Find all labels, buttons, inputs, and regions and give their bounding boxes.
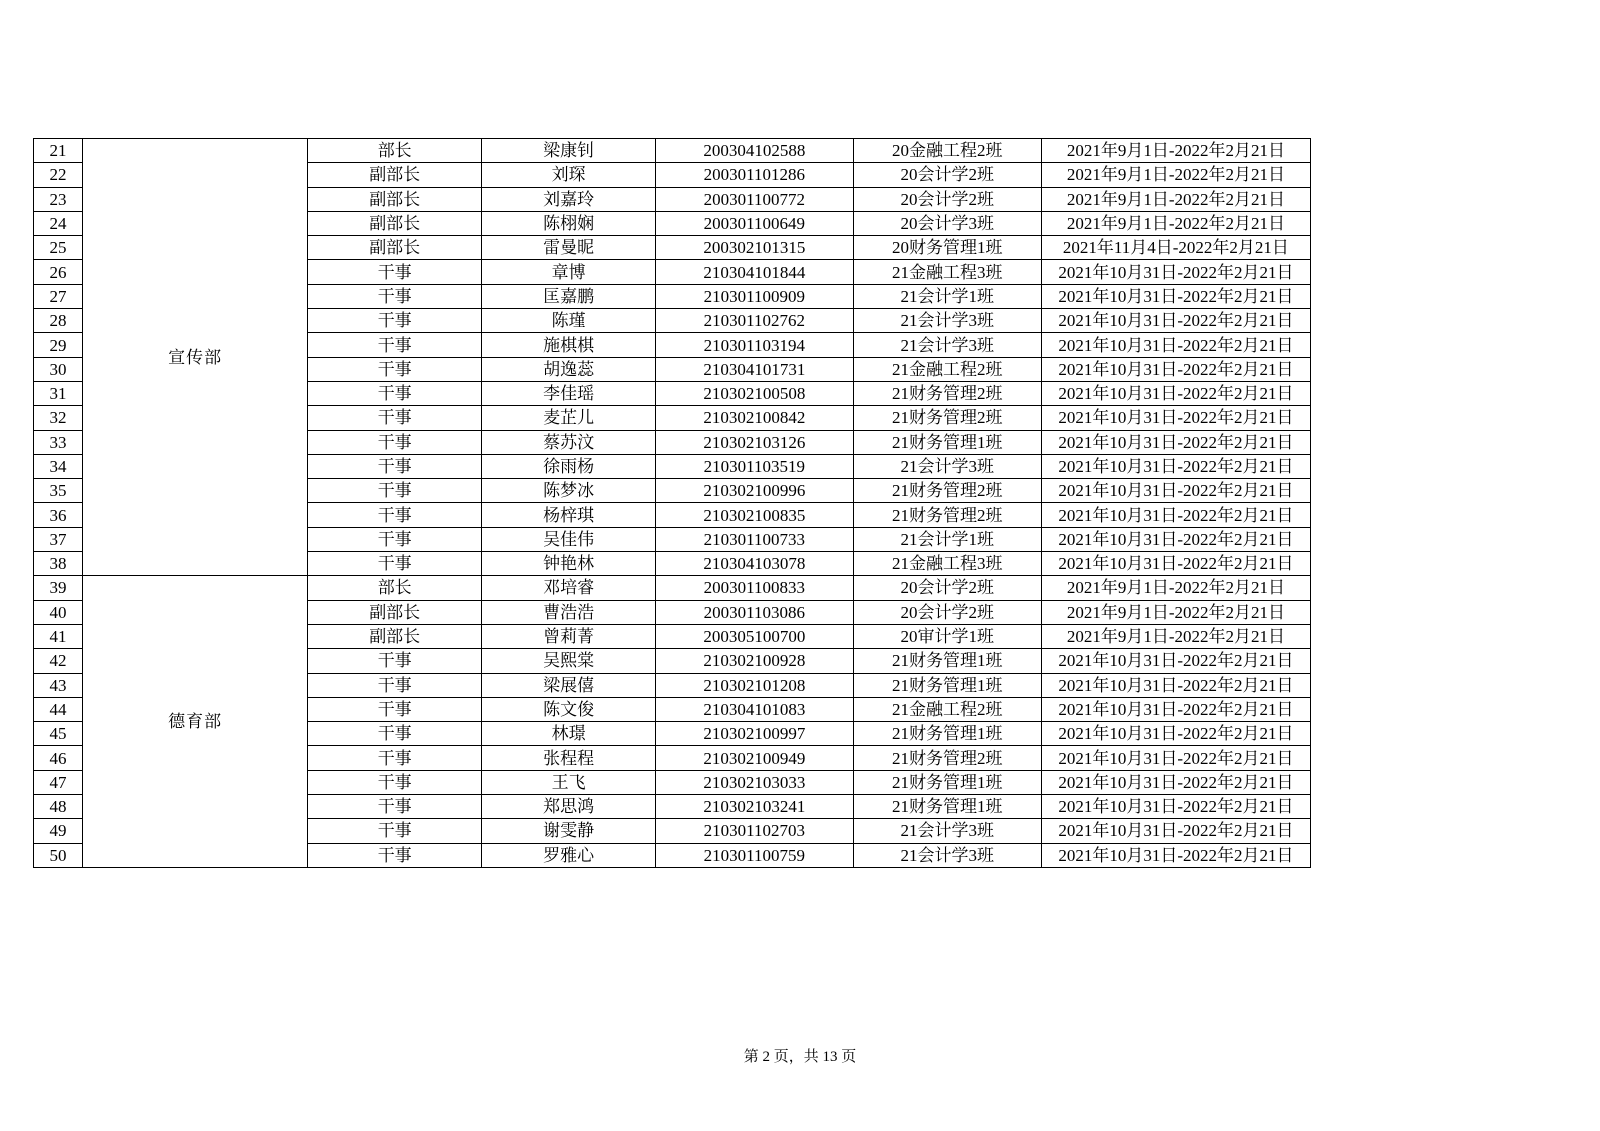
position-cell: 干事 [308,381,482,405]
class-cell: 21会计学3班 [853,333,1041,357]
class-cell: 21会计学3班 [853,454,1041,478]
student-id-cell: 200305100700 [656,624,853,648]
position-cell: 副部长 [308,163,482,187]
member-name-cell: 麦芷儿 [482,406,656,430]
class-cell: 21金融工程2班 [853,357,1041,381]
term-period-cell: 2021年10月31日-2022年2月21日 [1041,357,1310,381]
term-period-cell: 2021年9月1日-2022年2月21日 [1041,576,1310,600]
member-name-cell: 陈瑾 [482,309,656,333]
position-cell: 干事 [308,795,482,819]
position-cell: 干事 [308,406,482,430]
student-id-cell: 210302100996 [656,479,853,503]
member-name-cell: 曾莉菁 [482,624,656,648]
row-number: 39 [34,576,83,600]
term-period-cell: 2021年10月31日-2022年2月21日 [1041,697,1310,721]
member-name-cell: 林璟 [482,722,656,746]
member-name-cell: 邓培睿 [482,576,656,600]
class-cell: 21会计学1班 [853,284,1041,308]
position-cell: 干事 [308,479,482,503]
position-cell: 干事 [308,527,482,551]
class-cell: 21财务管理1班 [853,770,1041,794]
student-id-cell: 210302101208 [656,673,853,697]
term-period-cell: 2021年9月1日-2022年2月21日 [1041,163,1310,187]
student-id-cell: 210301103519 [656,454,853,478]
term-period-cell: 2021年10月31日-2022年2月21日 [1041,843,1310,867]
term-period-cell: 2021年10月31日-2022年2月21日 [1041,527,1310,551]
term-period-cell: 2021年10月31日-2022年2月21日 [1041,795,1310,819]
term-period-cell: 2021年10月31日-2022年2月21日 [1041,819,1310,843]
student-id-cell: 210304101083 [656,697,853,721]
class-cell: 21财务管理1班 [853,673,1041,697]
row-number: 42 [34,649,83,673]
class-cell: 20会计学2班 [853,600,1041,624]
row-number: 32 [34,406,83,430]
position-cell: 干事 [308,430,482,454]
term-period-cell: 2021年10月31日-2022年2月21日 [1041,722,1310,746]
position-cell: 部长 [308,139,482,163]
position-cell: 干事 [308,357,482,381]
position-cell: 副部长 [308,236,482,260]
member-name-cell: 吴佳伟 [482,527,656,551]
term-period-cell: 2021年10月31日-2022年2月21日 [1041,260,1310,284]
term-period-cell: 2021年10月31日-2022年2月21日 [1041,381,1310,405]
page-footer: 第 2 页，共 13 页 [743,1049,857,1065]
student-id-cell: 210302100949 [656,746,853,770]
term-period-cell: 2021年10月31日-2022年2月21日 [1041,454,1310,478]
member-name-cell: 陈栩娴 [482,211,656,235]
term-period-cell: 2021年9月1日-2022年2月21日 [1041,600,1310,624]
term-period-cell: 2021年9月1日-2022年2月21日 [1041,211,1310,235]
member-name-cell: 曹浩浩 [482,600,656,624]
row-number: 47 [34,770,83,794]
class-cell: 21财务管理2班 [853,503,1041,527]
member-name-cell: 钟艳林 [482,552,656,576]
member-name-cell: 张程程 [482,746,656,770]
class-cell: 20会计学2班 [853,163,1041,187]
class-cell: 21会计学3班 [853,819,1041,843]
class-cell: 21财务管理1班 [853,722,1041,746]
student-id-cell: 210302100997 [656,722,853,746]
class-cell: 21财务管理2班 [853,381,1041,405]
member-name-cell: 匡嘉鹏 [482,284,656,308]
student-id-cell: 210304101844 [656,260,853,284]
row-number: 48 [34,795,83,819]
roster-body [34,139,1311,868]
member-name-cell: 郑思鸿 [482,795,656,819]
row-number: 27 [34,284,83,308]
row-number: 33 [34,430,83,454]
position-cell: 干事 [308,819,482,843]
member-name-cell: 王飞 [482,770,656,794]
member-name-cell: 谢雯静 [482,819,656,843]
position-cell: 干事 [308,503,482,527]
row-number: 34 [34,454,83,478]
position-cell: 副部长 [308,600,482,624]
term-period-cell: 2021年10月31日-2022年2月21日 [1041,770,1310,794]
student-id-cell: 200304102588 [656,139,853,163]
position-cell: 干事 [308,649,482,673]
student-id-cell: 210302103241 [656,795,853,819]
row-number: 26 [34,260,83,284]
row-number: 35 [34,479,83,503]
student-id-cell: 210301100759 [656,843,853,867]
position-cell: 部长 [308,576,482,600]
term-period-cell: 2021年10月31日-2022年2月21日 [1041,284,1310,308]
department-cell: 宣传部 [83,139,308,576]
class-cell: 21会计学1班 [853,527,1041,551]
student-id-cell: 210301102762 [656,309,853,333]
row-number: 46 [34,746,83,770]
class-cell: 21金融工程3班 [853,260,1041,284]
row-number: 28 [34,309,83,333]
row-number: 50 [34,843,83,867]
class-cell: 21财务管理2班 [853,746,1041,770]
member-name-cell: 施棋棋 [482,333,656,357]
student-id-cell: 210302103126 [656,430,853,454]
position-cell: 干事 [308,333,482,357]
row-number: 24 [34,211,83,235]
member-name-cell: 章博 [482,260,656,284]
member-name-cell: 罗雅心 [482,843,656,867]
row-number: 29 [34,333,83,357]
student-id-cell: 200302101315 [656,236,853,260]
position-cell: 副部长 [308,624,482,648]
table-row [34,576,1311,600]
row-number: 25 [34,236,83,260]
class-cell: 21金融工程2班 [853,697,1041,721]
position-cell: 干事 [308,309,482,333]
student-id-cell: 210301100733 [656,527,853,551]
class-cell: 21财务管理2班 [853,406,1041,430]
position-cell: 干事 [308,843,482,867]
class-cell: 21会计学3班 [853,843,1041,867]
member-name-cell: 陈梦冰 [482,479,656,503]
student-id-cell: 210302100842 [656,406,853,430]
student-id-cell: 200301103086 [656,600,853,624]
term-period-cell: 2021年11月4日-2022年2月21日 [1041,236,1310,260]
member-name-cell: 徐雨杨 [482,454,656,478]
row-number: 22 [34,163,83,187]
member-roster-table [33,138,1311,868]
row-number: 44 [34,697,83,721]
position-cell: 干事 [308,746,482,770]
student-id-cell: 200301100772 [656,187,853,211]
position-cell: 干事 [308,284,482,308]
member-name-cell: 雷曼昵 [482,236,656,260]
member-name-cell: 胡逸蕊 [482,357,656,381]
row-number: 43 [34,673,83,697]
term-period-cell: 2021年10月31日-2022年2月21日 [1041,746,1310,770]
term-period-cell: 2021年10月31日-2022年2月21日 [1041,430,1310,454]
position-cell: 干事 [308,722,482,746]
class-cell: 21金融工程3班 [853,552,1041,576]
row-number: 41 [34,624,83,648]
term-period-cell: 2021年10月31日-2022年2月21日 [1041,673,1310,697]
position-cell: 副部长 [308,211,482,235]
row-number: 21 [34,139,83,163]
position-cell: 干事 [308,454,482,478]
class-cell: 20审计学1班 [853,624,1041,648]
term-period-cell: 2021年10月31日-2022年2月21日 [1041,503,1310,527]
row-number: 38 [34,552,83,576]
student-id-cell: 210304101731 [656,357,853,381]
student-id-cell: 210304103078 [656,552,853,576]
term-period-cell: 2021年10月31日-2022年2月21日 [1041,479,1310,503]
term-period-cell: 2021年10月31日-2022年2月21日 [1041,406,1310,430]
member-name-cell: 蔡苏汶 [482,430,656,454]
position-cell: 干事 [308,697,482,721]
term-period-cell: 2021年10月31日-2022年2月21日 [1041,309,1310,333]
member-name-cell: 陈文俊 [482,697,656,721]
class-cell: 20会计学3班 [853,211,1041,235]
row-number: 49 [34,819,83,843]
member-name-cell: 吴熙棠 [482,649,656,673]
student-id-cell: 200301100649 [656,211,853,235]
term-period-cell: 2021年9月1日-2022年2月21日 [1041,187,1310,211]
position-cell: 干事 [308,770,482,794]
row-number: 40 [34,600,83,624]
member-name-cell: 梁展僖 [482,673,656,697]
member-name-cell: 刘嘉玲 [482,187,656,211]
row-number: 45 [34,722,83,746]
class-cell: 21财务管理1班 [853,649,1041,673]
member-name-cell: 杨梓琪 [482,503,656,527]
position-cell: 干事 [308,260,482,284]
member-name-cell: 李佳瑶 [482,381,656,405]
class-cell: 21财务管理1班 [853,430,1041,454]
student-id-cell: 210302100508 [656,381,853,405]
row-number: 30 [34,357,83,381]
position-cell: 干事 [308,552,482,576]
term-period-cell: 2021年9月1日-2022年2月21日 [1041,139,1310,163]
row-number: 37 [34,527,83,551]
student-id-cell: 210301102703 [656,819,853,843]
row-number: 23 [34,187,83,211]
row-number: 36 [34,503,83,527]
term-period-cell: 2021年10月31日-2022年2月21日 [1041,552,1310,576]
class-cell: 21会计学3班 [853,309,1041,333]
class-cell: 21财务管理1班 [853,795,1041,819]
student-id-cell: 210302100835 [656,503,853,527]
position-cell: 副部长 [308,187,482,211]
term-period-cell: 2021年10月31日-2022年2月21日 [1041,649,1310,673]
member-name-cell: 梁康钊 [482,139,656,163]
position-cell: 干事 [308,673,482,697]
row-number: 31 [34,381,83,405]
term-period-cell: 2021年9月1日-2022年2月21日 [1041,624,1310,648]
student-id-cell: 210301100909 [656,284,853,308]
student-id-cell: 210301103194 [656,333,853,357]
class-cell: 21财务管理2班 [853,479,1041,503]
department-cell: 德育部 [83,576,308,868]
table-row [34,139,1311,163]
member-name-cell: 刘琛 [482,163,656,187]
student-id-cell: 200301100833 [656,576,853,600]
class-cell: 20财务管理1班 [853,236,1041,260]
class-cell: 20会计学2班 [853,187,1041,211]
class-cell: 20金融工程2班 [853,139,1041,163]
student-id-cell: 210302103033 [656,770,853,794]
student-id-cell: 200301101286 [656,163,853,187]
term-period-cell: 2021年10月31日-2022年2月21日 [1041,333,1310,357]
student-id-cell: 210302100928 [656,649,853,673]
class-cell: 20会计学2班 [853,576,1041,600]
